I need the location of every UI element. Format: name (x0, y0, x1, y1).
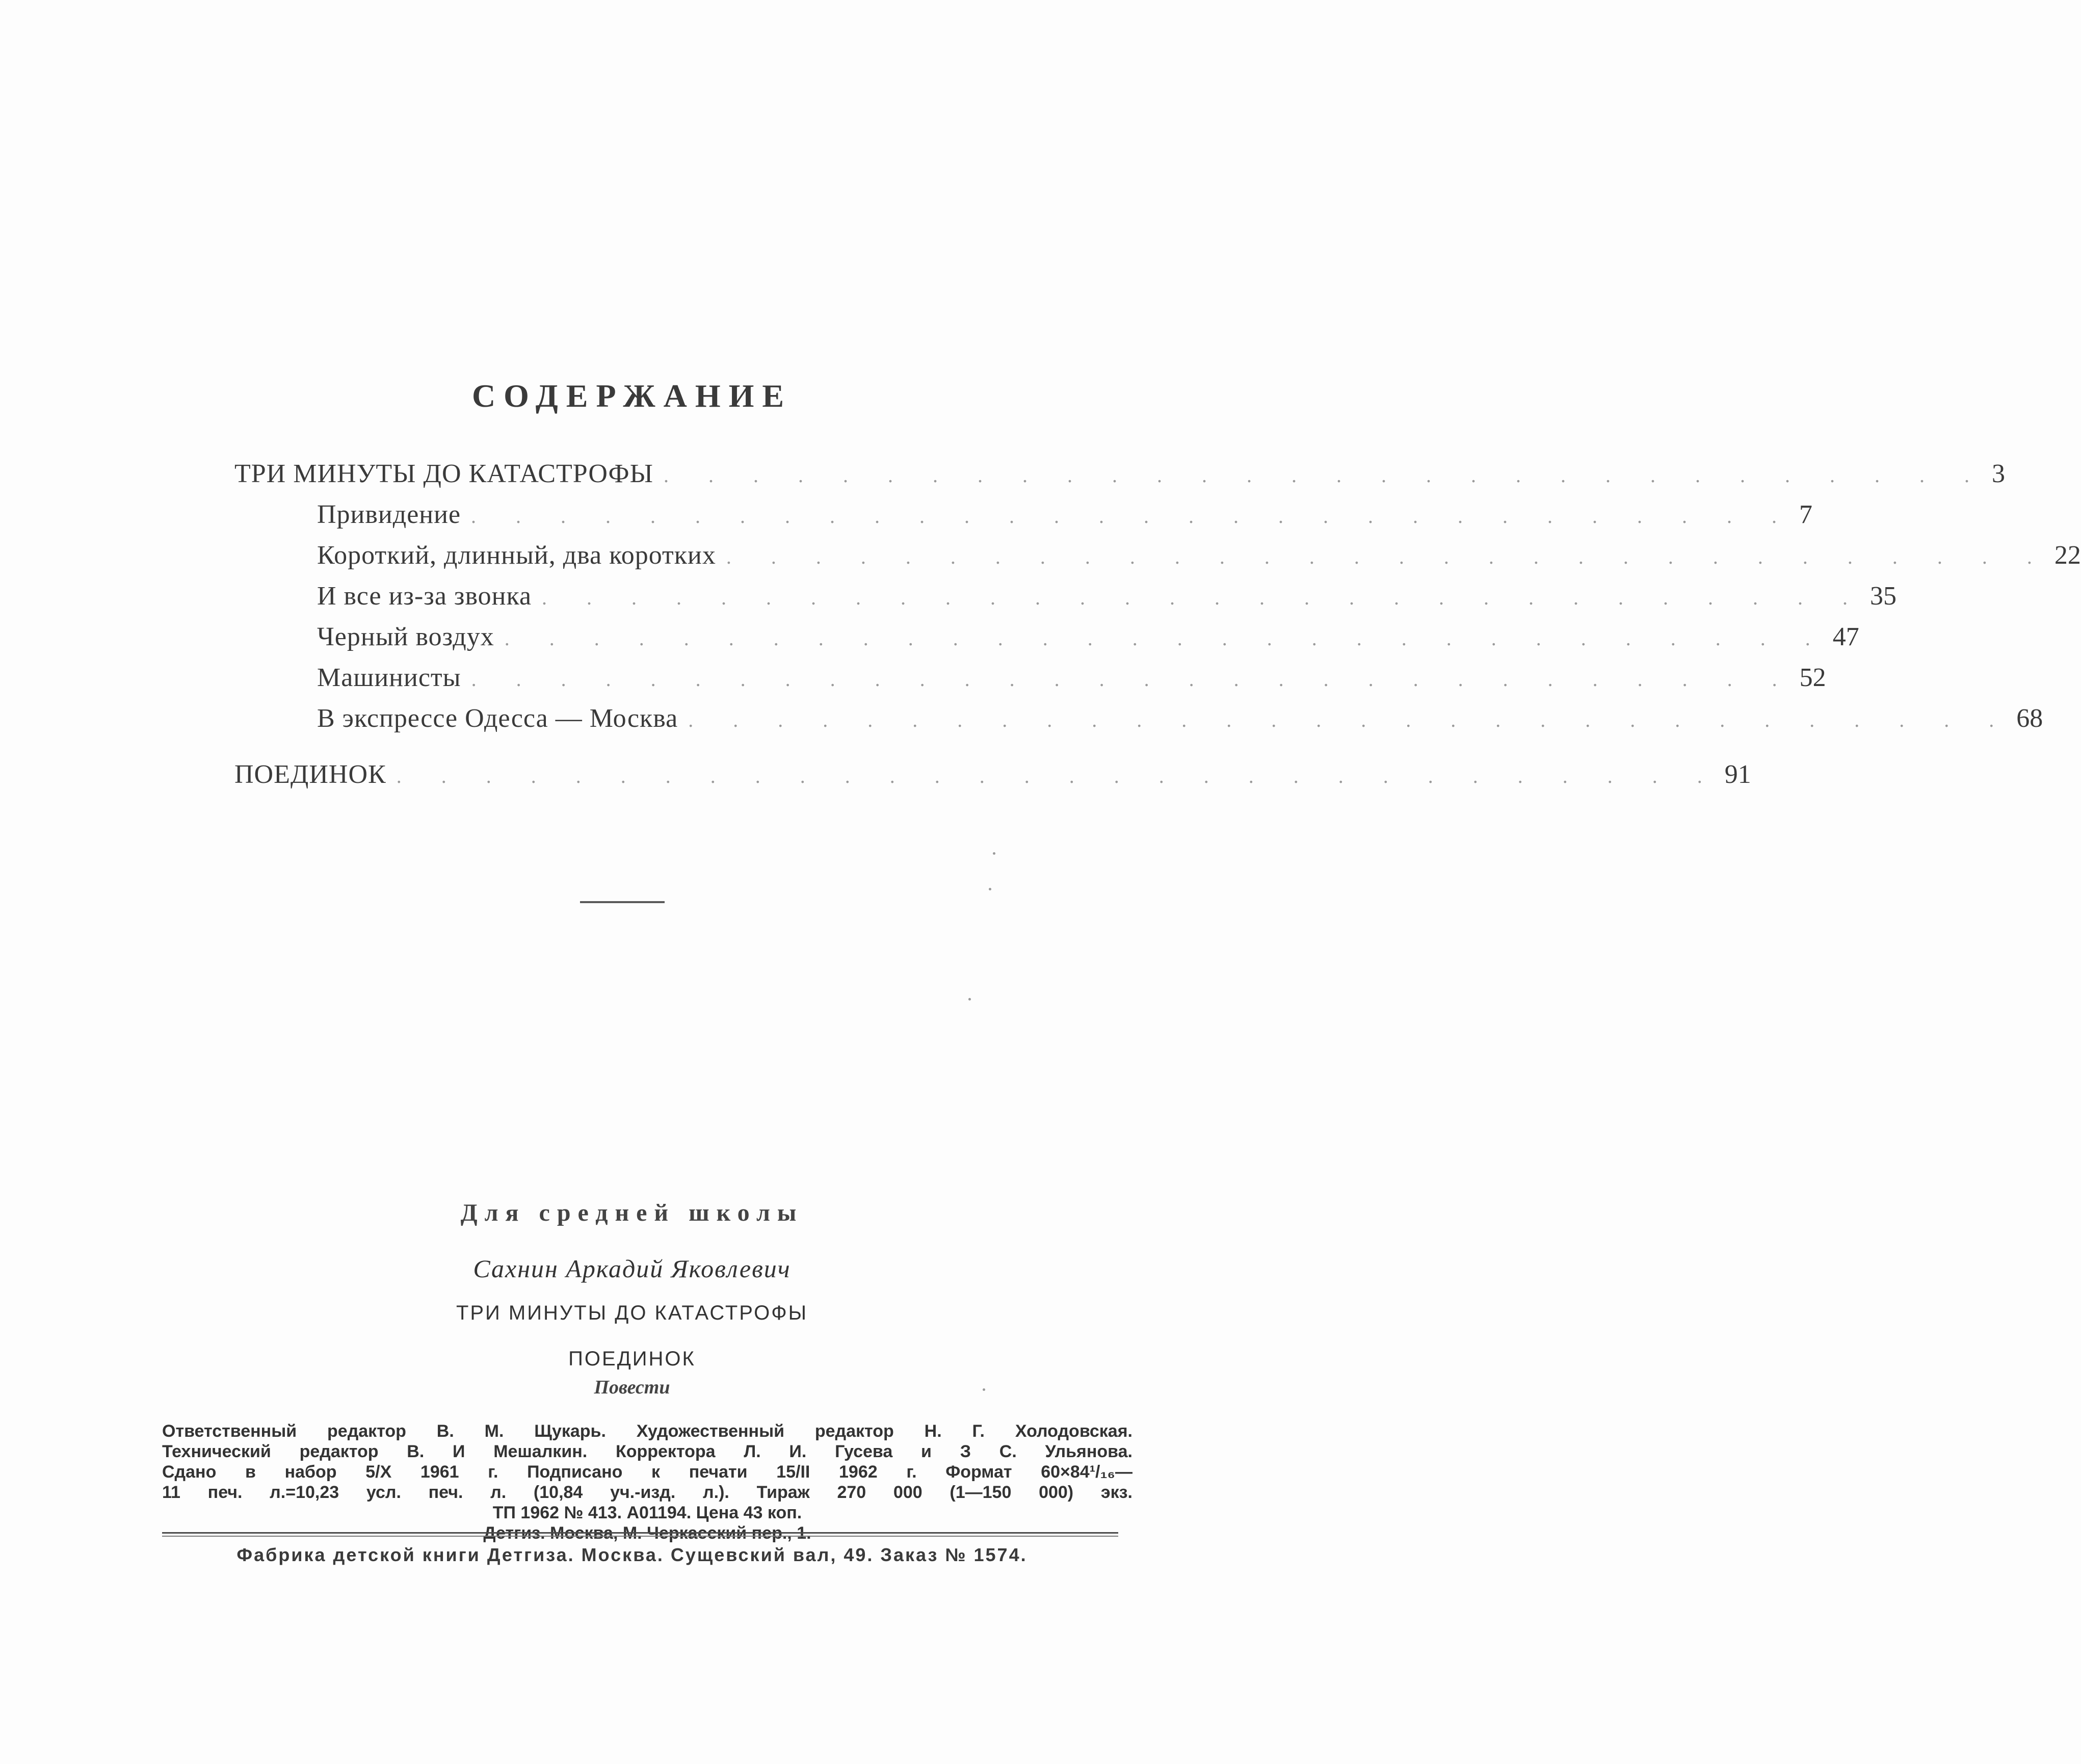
book-title: ТРИ МИНУТЫ ДО КАТАСТРОФЫ (456, 1302, 808, 1324)
toc-entry (234, 759, 1751, 800)
toc-entry-page: 47 (1832, 622, 1859, 651)
toc-leader-dots: . . . . . . . . . . . . . . . . . . . . . . . . . . . . . . (726, 545, 2049, 568)
toc-entry-label: Машинисты (317, 663, 461, 692)
toc-entry-label: Привидение (317, 500, 461, 529)
print-speck (993, 852, 995, 855)
toc-entry-label: В экспрессе Одесса — Москва (317, 704, 678, 733)
toc-leader-dots: . . . . . . . . . . . . . . . . . . . . . . . . . . . . . . (471, 505, 1795, 528)
print-speck (983, 1388, 985, 1391)
toc-entry-page: 3 (1991, 459, 2005, 488)
credit-line: Ответственный редактор В. М. Щукарь. Художественный редактор Н. Г. Холодовская. (162, 1421, 1132, 1441)
toc-entry-label: ПОЕДИНОК (234, 760, 386, 789)
toc-leader-dots: . . . . . . . . . . . . . . . . . . . . . . . . . . . . . . (504, 627, 1828, 650)
toc-leader-dots: . . . . . . . . . . . . . . . . . . . . . . . . . . . . . . (688, 708, 2012, 731)
credit-line: Сдано в набор 5/X 1961 г. Подписано к печати 15/II 1962 г. Формат 60×84¹/₁₆— (162, 1462, 1132, 1482)
credit-line: Технический редактор В. И Мешалкин. Корректора Л. И. Гусева и З С. Ульянова. (162, 1442, 1132, 1461)
toc-entry-page: 91 (1724, 760, 1751, 789)
toc-entry-label: Короткий, длинный, два коротких (317, 541, 716, 570)
audience-note: Для средней школы (460, 1199, 804, 1226)
toc-entry (234, 622, 1859, 663)
footer-rule (162, 1532, 1118, 1534)
credit-line: 11 печ. л.=10,23 усл. печ. л. (10,84 уч.-изд. л.). Тираж 270 000 (1—150 000) экз. (162, 1483, 1132, 1502)
toc-entry-page: 68 (2016, 704, 2043, 733)
genre-label: Повести (594, 1377, 670, 1398)
toc-entry-label: И все из-за звонка (317, 582, 532, 611)
toc-entry-page: 22 (2054, 541, 2081, 570)
book-title: ПОЕДИНОК (568, 1348, 696, 1370)
toc-entry (234, 540, 2081, 581)
toc-entry (234, 663, 1826, 703)
print-speck (968, 998, 971, 1001)
toc-leader-dots: . . . . . . . . . . . . . . . . . . . . . . . . . . . . . . (542, 586, 1865, 609)
publication-credits (162, 1421, 1132, 1543)
contents-heading: СОДЕРЖАНИЕ (471, 378, 793, 414)
toc-leader-dots: . . . . . . . . . . . . . . . . . . . . . . . . . . . . . . (471, 668, 1795, 691)
toc-leader-dots: . . . . . . . . . . . . . . . . . . . . . . . . . . . . . . (663, 464, 1987, 487)
toc-entry (234, 499, 1813, 540)
section-divider (580, 901, 665, 903)
author-name: Сахнин Аркадий Яковлевич (473, 1254, 791, 1283)
toc-entry-label: ТРИ МИНУТЫ ДО КАТАСТРОФЫ (234, 459, 653, 488)
toc-entry-page: 52 (1799, 663, 1826, 692)
toc-entry-label: Черный воздух (317, 622, 494, 651)
toc-entry (234, 459, 2005, 499)
toc-entry (234, 581, 1897, 622)
toc-entry-page: 35 (1870, 582, 1897, 611)
toc-entry-page: 7 (1799, 500, 1813, 529)
print-speck (989, 888, 991, 890)
credit-line: ТП 1962 № 413. А01194. Цена 43 коп. (492, 1503, 802, 1522)
footer-rule (162, 1536, 1118, 1537)
table-of-contents (234, 459, 2081, 800)
printer-note: Фабрика детской книги Детгиза. Москва. Сущевский вал, 49. Заказ № 1574. (236, 1544, 1028, 1565)
toc-entry (234, 703, 2043, 744)
toc-leader-dots: . . . . . . . . . . . . . . . . . . . . . . . . . . . . . . (396, 765, 1720, 787)
